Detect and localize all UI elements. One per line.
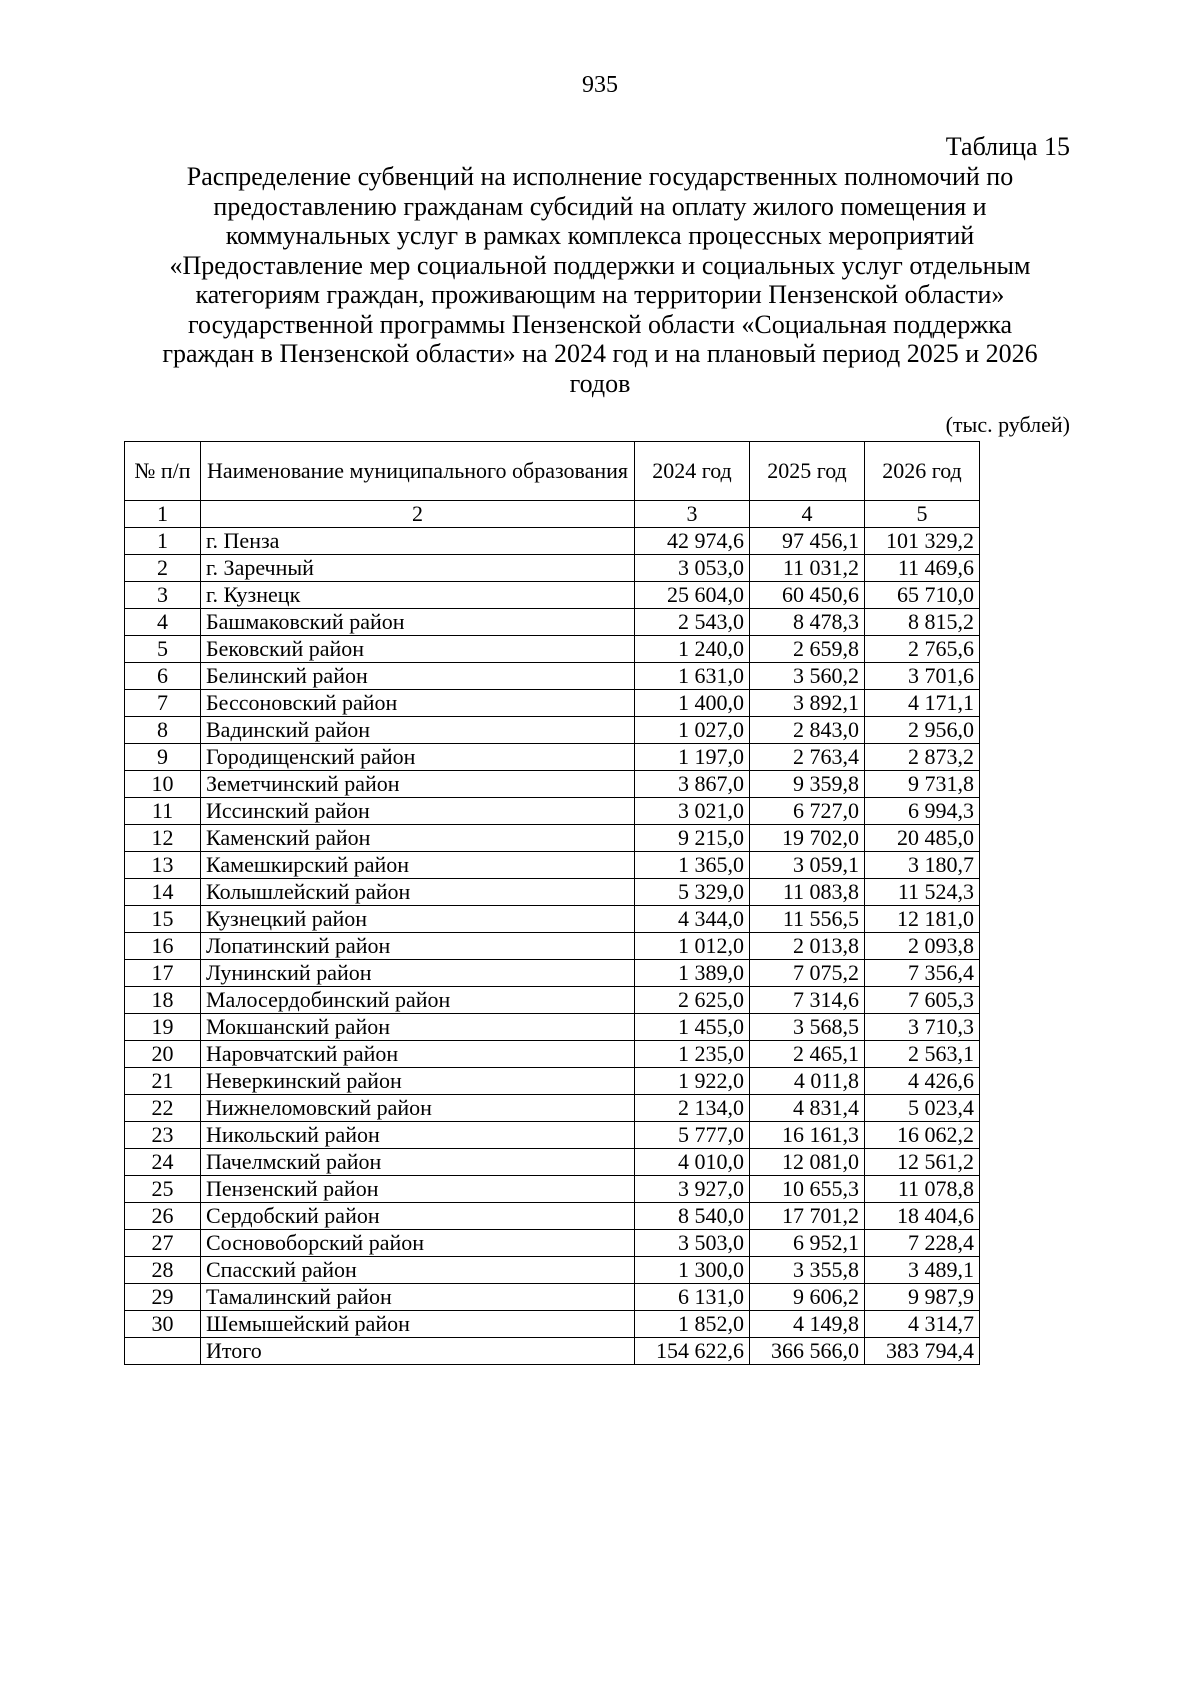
row-number: 7 xyxy=(125,690,201,717)
total-row xyxy=(125,1338,980,1365)
municipality-name: г. Пенза xyxy=(201,528,635,555)
row-number: 16 xyxy=(125,933,201,960)
value-2026: 6 994,3 xyxy=(865,798,980,825)
table-row xyxy=(125,663,980,690)
value-2026: 65 710,0 xyxy=(865,582,980,609)
row-number: 1 xyxy=(125,528,201,555)
table-row xyxy=(125,771,980,798)
row-number: 18 xyxy=(125,987,201,1014)
value-2025: 3 568,5 xyxy=(750,1014,865,1041)
value-2025: 11 556,5 xyxy=(750,906,865,933)
value-2026: 8 815,2 xyxy=(865,609,980,636)
value-2026: 4 314,7 xyxy=(865,1311,980,1338)
value-2024: 2 625,0 xyxy=(635,987,750,1014)
row-number: 21 xyxy=(125,1068,201,1095)
title-line: коммунальных услуг в рамках комплекса процессных мероприятий xyxy=(225,221,975,250)
value-2026: 2 765,6 xyxy=(865,636,980,663)
value-2026: 9 987,9 xyxy=(865,1284,980,1311)
subvention-table xyxy=(124,441,980,1365)
value-2024: 1 300,0 xyxy=(635,1257,750,1284)
value-2024: 2 134,0 xyxy=(635,1095,750,1122)
value-2024: 9 215,0 xyxy=(635,825,750,852)
row-number: 6 xyxy=(125,663,201,690)
value-2025: 4 149,8 xyxy=(750,1311,865,1338)
table-row xyxy=(125,609,980,636)
value-2025: 4 011,8 xyxy=(750,1068,865,1095)
table-row xyxy=(125,1257,980,1284)
municipality-name: Нижнеломовский район xyxy=(201,1095,635,1122)
value-2024: 5 777,0 xyxy=(635,1122,750,1149)
row-number: 5 xyxy=(125,636,201,663)
value-2025: 97 456,1 xyxy=(750,528,865,555)
value-2025: 11 031,2 xyxy=(750,555,865,582)
municipality-name: Городищенский район xyxy=(201,744,635,771)
header-2026: 2026 год xyxy=(865,442,980,501)
value-2025: 4 831,4 xyxy=(750,1095,865,1122)
value-2025: 9 359,8 xyxy=(750,771,865,798)
municipality-name: Каменский район xyxy=(201,825,635,852)
table-header-row xyxy=(125,442,980,501)
value-2025: 2 013,8 xyxy=(750,933,865,960)
municipality-name: Колышлейский район xyxy=(201,879,635,906)
value-2024: 5 329,0 xyxy=(635,879,750,906)
municipality-name: Лунинский район xyxy=(201,960,635,987)
value-2025: 8 478,3 xyxy=(750,609,865,636)
page-number: 935 xyxy=(582,72,618,98)
value-2025: 10 655,3 xyxy=(750,1176,865,1203)
value-2025: 2 465,1 xyxy=(750,1041,865,1068)
value-2026: 2 873,2 xyxy=(865,744,980,771)
row-number: 26 xyxy=(125,1203,201,1230)
row-number: 2 xyxy=(125,555,201,582)
column-number: 1 xyxy=(125,501,201,528)
value-2025: 6 952,1 xyxy=(750,1230,865,1257)
value-2024: 4 010,0 xyxy=(635,1149,750,1176)
header-number: № п/п xyxy=(125,442,201,501)
value-2025: 2 763,4 xyxy=(750,744,865,771)
municipality-name: Никольский район xyxy=(201,1122,635,1149)
table-row xyxy=(125,1095,980,1122)
title-line: государственной программы Пензенской области «Социальная поддержка xyxy=(187,309,1012,339)
municipality-name: Иссинский район xyxy=(201,798,635,825)
value-2026: 5 023,4 xyxy=(865,1095,980,1122)
column-number: 3 xyxy=(635,501,750,528)
value-2025: 3 059,1 xyxy=(750,852,865,879)
value-2026: 12 181,0 xyxy=(865,906,980,933)
value-2024: 1 922,0 xyxy=(635,1068,750,1095)
value-2025: 19 702,0 xyxy=(750,825,865,852)
value-2025: 3 892,1 xyxy=(750,690,865,717)
municipality-name: г. Заречный xyxy=(201,555,635,582)
value-2024: 3 867,0 xyxy=(635,771,750,798)
units-note: (тыс. рублей) xyxy=(945,412,1070,437)
table-row xyxy=(125,987,980,1014)
title-line: категориям граждан, проживающим на территории Пензенской области» xyxy=(195,280,1005,309)
value-2024: 1 012,0 xyxy=(635,933,750,960)
municipality-name: Сердобский район xyxy=(201,1203,635,1230)
value-2026: 20 485,0 xyxy=(865,825,980,852)
municipality-name: Бессоновский район xyxy=(201,690,635,717)
municipality-name: Спасский район xyxy=(201,1257,635,1284)
table-row xyxy=(125,582,980,609)
value-2025: 16 161,3 xyxy=(750,1122,865,1149)
table-row xyxy=(125,1176,980,1203)
row-number: 20 xyxy=(125,1041,201,1068)
table-row xyxy=(125,1230,980,1257)
value-2024: 1 455,0 xyxy=(635,1014,750,1041)
value-2024: 1 197,0 xyxy=(635,744,750,771)
value-2026: 3 489,1 xyxy=(865,1257,980,1284)
value-2026: 3 180,7 xyxy=(865,852,980,879)
total-2026: 383 794,4 xyxy=(865,1338,980,1365)
municipality-name: Неверкинский район xyxy=(201,1068,635,1095)
value-2026: 3 710,3 xyxy=(865,1014,980,1041)
value-2026: 18 404,6 xyxy=(865,1203,980,1230)
municipality-name: Лопатинский район xyxy=(201,933,635,960)
title-line: Распределение субвенций на исполнение государственных полномочий по xyxy=(186,162,1014,191)
table-body xyxy=(125,528,980,1338)
row-number: 4 xyxy=(125,609,201,636)
row-number: 17 xyxy=(125,960,201,987)
value-2026: 11 078,8 xyxy=(865,1176,980,1203)
value-2024: 1 027,0 xyxy=(635,717,750,744)
row-number: 9 xyxy=(125,744,201,771)
document-title xyxy=(130,162,1070,398)
title-line: предоставлению гражданам субсидий на оплату жилого помещения и xyxy=(213,191,987,221)
value-2026: 101 329,2 xyxy=(865,528,980,555)
value-2026: 11 469,6 xyxy=(865,555,980,582)
value-2026: 4 171,1 xyxy=(865,690,980,717)
table-row xyxy=(125,1149,980,1176)
row-number: 13 xyxy=(125,852,201,879)
municipality-name: Башмаковский район xyxy=(201,609,635,636)
municipality-name: г. Кузнецк xyxy=(201,582,635,609)
municipality-name: Сосновоборский район xyxy=(201,1230,635,1257)
row-number: 11 xyxy=(125,798,201,825)
municipality-name: Белинский район xyxy=(201,663,635,690)
table-row xyxy=(125,960,980,987)
value-2026: 2 563,1 xyxy=(865,1041,980,1068)
row-number: 14 xyxy=(125,879,201,906)
value-2024: 3 021,0 xyxy=(635,798,750,825)
table-row xyxy=(125,1014,980,1041)
municipality-name: Наровчатский район xyxy=(201,1041,635,1068)
table-row xyxy=(125,825,980,852)
value-2024: 2 543,0 xyxy=(635,609,750,636)
table-row xyxy=(125,1068,980,1095)
title-line: годов xyxy=(569,368,631,398)
value-2026: 4 426,6 xyxy=(865,1068,980,1095)
value-2025: 11 083,8 xyxy=(750,879,865,906)
table-row xyxy=(125,717,980,744)
header-municipality: Наименование муниципального образования xyxy=(201,442,635,501)
column-number: 2 xyxy=(201,501,635,528)
value-2024: 4 344,0 xyxy=(635,906,750,933)
value-2026: 11 524,3 xyxy=(865,879,980,906)
title-line: «Предоставление мер социальной поддержки и социальных услуг отдельным xyxy=(169,250,1031,280)
value-2026: 7 356,4 xyxy=(865,960,980,987)
value-2024: 1 400,0 xyxy=(635,690,750,717)
municipality-name: Пензенский район xyxy=(201,1176,635,1203)
value-2026: 2 093,8 xyxy=(865,933,980,960)
table-row xyxy=(125,1284,980,1311)
total-2024: 154 622,6 xyxy=(635,1338,750,1365)
value-2025: 9 606,2 xyxy=(750,1284,865,1311)
value-2024: 3 927,0 xyxy=(635,1176,750,1203)
row-number: 15 xyxy=(125,906,201,933)
table-row xyxy=(125,528,980,555)
table-row xyxy=(125,879,980,906)
title-line: граждан в Пензенской области» на 2024 год и на плановый период 2025 и 2026 xyxy=(162,339,1038,368)
total-number xyxy=(125,1338,201,1365)
total-2025: 366 566,0 xyxy=(750,1338,865,1365)
municipality-name: Вадинский район xyxy=(201,717,635,744)
value-2024: 6 131,0 xyxy=(635,1284,750,1311)
header-2025: 2025 год xyxy=(750,442,865,501)
row-number: 23 xyxy=(125,1122,201,1149)
value-2024: 1 235,0 xyxy=(635,1041,750,1068)
table-row xyxy=(125,906,980,933)
value-2026: 16 062,2 xyxy=(865,1122,980,1149)
row-number: 10 xyxy=(125,771,201,798)
value-2024: 8 540,0 xyxy=(635,1203,750,1230)
row-number: 3 xyxy=(125,582,201,609)
total-label: Итого xyxy=(201,1338,635,1365)
value-2024: 1 631,0 xyxy=(635,663,750,690)
table-row xyxy=(125,636,980,663)
value-2026: 3 701,6 xyxy=(865,663,980,690)
value-2025: 6 727,0 xyxy=(750,798,865,825)
row-number: 19 xyxy=(125,1014,201,1041)
table-row xyxy=(125,933,980,960)
row-number: 24 xyxy=(125,1149,201,1176)
value-2025: 7 314,6 xyxy=(750,987,865,1014)
value-2024: 25 604,0 xyxy=(635,582,750,609)
table-row xyxy=(125,744,980,771)
header-2024: 2024 год xyxy=(635,442,750,501)
table-row xyxy=(125,555,980,582)
municipality-name: Земетчинский район xyxy=(201,771,635,798)
table-row xyxy=(125,798,980,825)
value-2026: 12 561,2 xyxy=(865,1149,980,1176)
value-2024: 3 503,0 xyxy=(635,1230,750,1257)
value-2024: 1 240,0 xyxy=(635,636,750,663)
column-number-row xyxy=(125,501,980,528)
row-number: 29 xyxy=(125,1284,201,1311)
table-row xyxy=(125,852,980,879)
municipality-name: Пачелмский район xyxy=(201,1149,635,1176)
municipality-name: Мокшанский район xyxy=(201,1014,635,1041)
municipality-name: Тамалинский район xyxy=(201,1284,635,1311)
row-number: 12 xyxy=(125,825,201,852)
value-2024: 3 053,0 xyxy=(635,555,750,582)
value-2026: 9 731,8 xyxy=(865,771,980,798)
column-number: 4 xyxy=(750,501,865,528)
column-number: 5 xyxy=(865,501,980,528)
value-2026: 7 228,4 xyxy=(865,1230,980,1257)
table-row xyxy=(125,1311,980,1338)
municipality-name: Малосердобинский район xyxy=(201,987,635,1014)
value-2025: 3 560,2 xyxy=(750,663,865,690)
row-number: 25 xyxy=(125,1176,201,1203)
municipality-name: Шемышейский район xyxy=(201,1311,635,1338)
value-2024: 42 974,6 xyxy=(635,528,750,555)
value-2025: 60 450,6 xyxy=(750,582,865,609)
value-2025: 3 355,8 xyxy=(750,1257,865,1284)
table-label: Таблица 15 xyxy=(945,132,1070,161)
table-row xyxy=(125,1041,980,1068)
value-2025: 17 701,2 xyxy=(750,1203,865,1230)
row-number: 22 xyxy=(125,1095,201,1122)
municipality-name: Камешкирский район xyxy=(201,852,635,879)
value-2025: 7 075,2 xyxy=(750,960,865,987)
value-2024: 1 852,0 xyxy=(635,1311,750,1338)
table-row xyxy=(125,1122,980,1149)
row-number: 30 xyxy=(125,1311,201,1338)
row-number: 28 xyxy=(125,1257,201,1284)
value-2026: 7 605,3 xyxy=(865,987,980,1014)
value-2024: 1 389,0 xyxy=(635,960,750,987)
value-2025: 2 843,0 xyxy=(750,717,865,744)
row-number: 8 xyxy=(125,717,201,744)
value-2025: 2 659,8 xyxy=(750,636,865,663)
table-row xyxy=(125,1203,980,1230)
table-row xyxy=(125,690,980,717)
value-2026: 2 956,0 xyxy=(865,717,980,744)
value-2024: 1 365,0 xyxy=(635,852,750,879)
row-number: 27 xyxy=(125,1230,201,1257)
value-2025: 12 081,0 xyxy=(750,1149,865,1176)
municipality-name: Бековский район xyxy=(201,636,635,663)
municipality-name: Кузнецкий район xyxy=(201,906,635,933)
